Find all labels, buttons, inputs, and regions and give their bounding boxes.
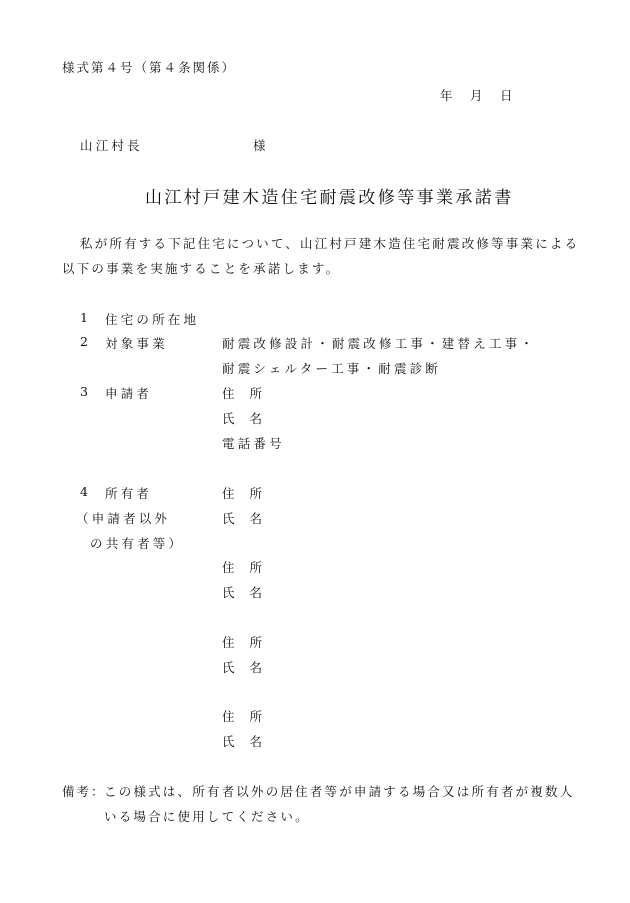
date-day-label: 日 [500,88,513,103]
item-1-number: 1 [80,310,88,325]
owner-3-name-label: 氏名 [222,660,278,675]
addressee-honorific: 様 [253,138,266,153]
note-line-2: いる場合に使用してください。 [104,809,310,824]
item-2-value-line-1: 耐震改修設計・耐震改修工事・建替え工事・ [222,336,537,351]
item-2-value-line-2: 耐震シェルター工事・耐震診断 [222,361,442,376]
applicant-phone-label: 電話番号 [222,436,285,451]
body-text-line-2: 以下の事業を実施することを承諾します。 [62,261,341,276]
item-2-label: 対象事業 [105,336,168,351]
owner-3-address-label: 住所 [222,635,278,650]
item-4-label: 所有者 [105,486,153,501]
owner-1-name-label: 氏名 [222,511,278,526]
note-label: 備考： [62,784,106,799]
item-2-number: 2 [80,334,88,349]
item-3-number: 3 [80,384,88,399]
body-text-line-1: 私が所有する下記住宅について、山江村戸建木造住宅耐震改修等事業による [80,236,580,251]
addressee-name: 山江村長 [80,138,143,153]
document-title: 山江村戸建木造住宅耐震改修等事業承諾書 [145,188,514,208]
applicant-address-label: 住所 [222,386,278,401]
item-3-label: 申請者 [105,386,153,401]
owner-4-address-label: 住所 [222,709,278,724]
owner-2-address-label: 住所 [222,560,278,575]
applicant-name-label: 氏名 [222,411,278,426]
note-line-1: この様式は、所有者以外の居住者等が申請する場合又は所有者が複数人 [104,784,575,799]
item-4-sub-label-2: の共有者等） [90,536,185,551]
date-month-label: 月 [470,88,483,103]
owner-2-name-label: 氏名 [222,585,278,600]
owner-4-name-label: 氏名 [222,734,278,749]
item-1-label: 住宅の所在地 [105,312,200,327]
owner-1-address-label: 住所 [222,486,278,501]
form-number: 様式第４号（第４条関係） [62,60,237,75]
item-4-number: 4 [80,484,88,499]
item-4-sub-label-1: （申請者以外 [76,511,171,526]
date-year-label: 年 [440,88,453,103]
